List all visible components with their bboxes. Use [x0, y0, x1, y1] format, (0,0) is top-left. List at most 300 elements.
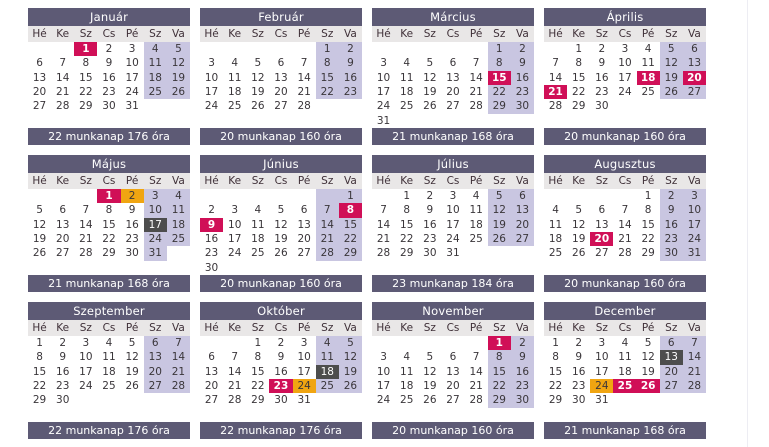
- day-cell: 16: [125, 218, 139, 231]
- day-cell: 18: [618, 365, 632, 378]
- weekday-label: Pé: [125, 28, 139, 40]
- day-cell: 2: [511, 336, 534, 350]
- container-right-border: [747, 0, 748, 447]
- day-cell: [418, 261, 441, 275]
- day-cell: 8: [488, 350, 511, 364]
- day-cell: 21: [618, 233, 632, 246]
- weekday-label: Pé: [297, 175, 311, 187]
- day-cell: 26: [125, 380, 139, 393]
- weekday-label: Cs: [446, 322, 460, 334]
- day-cell: 13: [595, 218, 609, 231]
- day-cell: 27: [595, 247, 609, 260]
- day-cell: [339, 408, 362, 422]
- weekday-label: Cs: [102, 28, 116, 40]
- day-cell: 11: [228, 71, 242, 84]
- day-cell: [660, 393, 683, 407]
- day-cell: 17: [79, 365, 93, 378]
- day-grid: [28, 189, 190, 275]
- day-cell: 5: [426, 57, 434, 70]
- month-title: Május: [28, 155, 190, 173]
- weekday-label: Sz: [595, 28, 608, 40]
- day-cell: 11: [400, 71, 414, 84]
- day-cell: [488, 261, 511, 275]
- day-cell: 30: [56, 394, 70, 407]
- month-title: December: [544, 302, 706, 320]
- month-workday-summary: 20 munkanap 160 óra: [200, 275, 362, 292]
- month-workday-summary: 20 munkanap 160 óra: [544, 128, 706, 145]
- weekday-label: Va: [344, 28, 357, 40]
- month-title: Augusztus: [544, 155, 706, 173]
- day-cell: [269, 114, 292, 128]
- day-cell: 26: [660, 85, 683, 99]
- day-cell: 27: [446, 100, 460, 113]
- weekday-label: Hé: [376, 322, 391, 334]
- day-cell: 19: [125, 365, 139, 378]
- month-title: November: [372, 302, 534, 320]
- day-cell: 5: [644, 337, 652, 350]
- day-cell: 23: [125, 233, 139, 246]
- day-cell: 29: [79, 100, 93, 113]
- day-cell: [637, 408, 660, 422]
- day-cell: 8: [403, 204, 411, 217]
- day-cell: [97, 261, 120, 275]
- day-cell: [488, 114, 511, 128]
- weekday-label: Cs: [618, 175, 632, 187]
- day-cell: [269, 42, 292, 56]
- day-cell: 15: [488, 71, 511, 85]
- day-cell: 9: [128, 204, 136, 217]
- day-cell: [144, 408, 167, 422]
- day-cell: 21: [469, 86, 483, 99]
- day-cell: [511, 114, 534, 128]
- weekday-label: Sz: [423, 28, 436, 40]
- day-cell: 23: [423, 233, 437, 246]
- day-cell: 12: [488, 203, 511, 217]
- day-cell: 1: [254, 337, 262, 350]
- day-cell: 10: [376, 71, 391, 84]
- day-cell: 30: [572, 394, 586, 407]
- day-cell: 13: [446, 71, 460, 84]
- day-cell: 24: [144, 232, 167, 246]
- day-cell: 29: [548, 394, 563, 407]
- day-cell: 24: [204, 100, 219, 113]
- weekday-label: Ke: [56, 175, 70, 187]
- day-cell: 6: [300, 204, 308, 217]
- day-cell: 14: [469, 365, 483, 378]
- day-cell: 18: [400, 380, 414, 393]
- day-cell: 11: [102, 351, 116, 364]
- day-cell: 23: [511, 379, 534, 393]
- day-cell: 31: [683, 246, 706, 260]
- day-cell: 16: [204, 233, 219, 246]
- day-cell: [74, 261, 97, 275]
- day-cell: 11: [144, 56, 167, 70]
- month-card: [544, 155, 706, 292]
- day-cell: [613, 189, 636, 203]
- weekday-label: Va: [344, 322, 357, 334]
- day-cell: 10: [446, 204, 460, 217]
- day-cell: 18: [637, 71, 660, 85]
- day-cell: 2: [575, 337, 583, 350]
- day-cell: [97, 114, 120, 128]
- day-grid: [372, 42, 534, 128]
- day-cell: 6: [683, 42, 706, 56]
- day-cell: 21: [544, 85, 567, 99]
- day-cell: 28: [79, 247, 93, 260]
- month-workday-summary: 21 munkanap 168 óra: [544, 422, 706, 439]
- day-cell: [395, 408, 418, 422]
- day-cell: 23: [269, 379, 292, 393]
- day-cell: 13: [683, 56, 706, 70]
- day-cell: [200, 189, 223, 203]
- day-cell: 26: [423, 100, 437, 113]
- day-grid: [544, 42, 706, 128]
- day-cell: 4: [316, 336, 339, 350]
- day-cell: 22: [548, 380, 563, 393]
- day-cell: 9: [277, 351, 285, 364]
- day-cell: [200, 336, 223, 350]
- day-grid: [28, 42, 190, 128]
- day-cell: [316, 261, 339, 275]
- day-grid: [372, 336, 534, 422]
- day-cell: 4: [167, 189, 190, 203]
- day-cell: 4: [254, 204, 262, 217]
- day-cell: [269, 189, 292, 203]
- day-cell: 11: [548, 218, 563, 231]
- weekday-label: Va: [516, 28, 529, 40]
- day-cell: 16: [56, 365, 70, 378]
- day-cell: [246, 114, 269, 128]
- month-card: [544, 8, 706, 145]
- day-cell: 14: [79, 218, 93, 231]
- day-cell: [316, 114, 339, 128]
- day-cell: 6: [59, 204, 67, 217]
- day-cell: 20: [590, 232, 613, 246]
- day-cell: 26: [339, 379, 362, 393]
- day-cell: [144, 114, 167, 128]
- day-cell: 9: [426, 204, 434, 217]
- day-cell: 5: [660, 42, 683, 56]
- day-cell: 11: [469, 204, 483, 217]
- weekday-label: Pé: [125, 322, 139, 334]
- day-cell: [418, 114, 441, 128]
- weekday-label: Sz: [665, 28, 678, 40]
- day-cell: [683, 393, 706, 407]
- weekday-label: Hé: [204, 28, 219, 40]
- day-cell: 3: [380, 57, 387, 70]
- day-grid: [200, 42, 362, 128]
- day-cell: 8: [552, 351, 559, 364]
- weekday-label: Cs: [274, 28, 288, 40]
- day-cell: 4: [552, 204, 559, 217]
- day-cell: [28, 114, 51, 128]
- day-cell: [567, 408, 590, 422]
- day-cell: 12: [274, 218, 288, 231]
- weekday-label: Hé: [548, 175, 563, 187]
- day-cell: 2: [121, 189, 144, 203]
- day-cell: 29: [251, 394, 265, 407]
- day-cell: [372, 408, 395, 422]
- day-cell: 28: [316, 246, 339, 260]
- weekday-header-row: [200, 320, 362, 336]
- day-cell: [121, 114, 144, 128]
- weekday-label: Va: [344, 175, 357, 187]
- day-cell: 9: [59, 351, 67, 364]
- day-cell: 27: [683, 85, 706, 99]
- day-cell: 3: [621, 43, 629, 56]
- month-workday-summary: 21 munkanap 168 óra: [28, 275, 190, 292]
- weekday-label: Sz: [79, 28, 92, 40]
- day-cell: [293, 114, 316, 128]
- day-cell: 22: [641, 233, 655, 246]
- day-cell: [418, 408, 441, 422]
- day-cell: 1: [36, 337, 43, 350]
- weekday-label: Sz: [149, 322, 162, 334]
- day-cell: 6: [208, 351, 215, 364]
- day-cell: 1: [316, 42, 339, 56]
- day-grid: [544, 336, 706, 422]
- day-cell: 21: [683, 365, 706, 379]
- day-cell: [293, 189, 316, 203]
- weekday-label: Hé: [376, 28, 391, 40]
- day-cell: 27: [297, 247, 311, 260]
- weekday-label: Sz: [79, 175, 92, 187]
- weekday-label: Va: [172, 322, 185, 334]
- day-cell: 11: [167, 203, 190, 217]
- day-cell: [613, 261, 636, 275]
- day-cell: 24: [683, 232, 706, 246]
- weekday-label: Pé: [641, 28, 655, 40]
- weekday-label: Sz: [665, 175, 678, 187]
- day-cell: 15: [316, 71, 339, 85]
- day-cell: 18: [469, 218, 483, 231]
- day-cell: 11: [641, 57, 655, 70]
- day-cell: 12: [125, 351, 139, 364]
- day-cell: [465, 42, 488, 56]
- day-cell: 29: [572, 100, 586, 113]
- day-cell: 28: [376, 247, 391, 260]
- day-cell: 16: [511, 365, 534, 379]
- day-cell: [74, 393, 97, 407]
- day-cell: 15: [488, 365, 511, 379]
- day-cell: 28: [228, 394, 242, 407]
- day-cell: [395, 261, 418, 275]
- day-cell: 3: [598, 337, 606, 350]
- day-cell: 26: [423, 394, 437, 407]
- day-cell: 14: [548, 71, 563, 84]
- day-cell: 29: [32, 394, 47, 407]
- weekday-label: Ke: [400, 28, 414, 40]
- day-cell: [223, 42, 246, 56]
- weekday-label: Hé: [32, 175, 47, 187]
- day-cell: 7: [380, 204, 387, 217]
- day-cell: 21: [316, 232, 339, 246]
- day-cell: [613, 393, 636, 407]
- day-cell: 10: [79, 351, 93, 364]
- day-cell: 17: [618, 71, 632, 84]
- day-cell: [28, 42, 51, 56]
- day-cell: [567, 189, 590, 203]
- day-cell: 27: [446, 394, 460, 407]
- day-cell: 17: [683, 218, 706, 232]
- day-cell: 23: [339, 85, 362, 99]
- day-cell: [316, 393, 339, 407]
- month-workday-summary: 20 munkanap 160 óra: [200, 128, 362, 145]
- weekday-label: Va: [688, 28, 701, 40]
- day-cell: 15: [79, 71, 93, 84]
- day-cell: 12: [660, 56, 683, 70]
- day-cell: [637, 99, 660, 113]
- day-cell: 25: [316, 379, 339, 393]
- day-cell: 24: [79, 380, 93, 393]
- day-cell: 30: [595, 100, 609, 113]
- weekday-label: Sz: [251, 28, 264, 40]
- day-cell: 5: [575, 204, 583, 217]
- day-cell: 30: [511, 99, 534, 113]
- day-cell: 24: [228, 247, 242, 260]
- weekday-label: Sz: [595, 322, 608, 334]
- weekday-label: Cs: [102, 322, 116, 334]
- day-cell: 14: [297, 71, 311, 84]
- day-cell: 25: [469, 233, 483, 246]
- day-cell: 9: [660, 203, 683, 217]
- day-cell: 6: [449, 351, 457, 364]
- month-title: Április: [544, 8, 706, 26]
- day-cell: [395, 336, 418, 350]
- day-cell: 3: [208, 57, 215, 70]
- weekday-label: Ke: [228, 322, 242, 334]
- weekday-label: Pé: [641, 175, 655, 187]
- day-cell: 9: [339, 56, 362, 70]
- day-cell: 29: [339, 246, 362, 260]
- day-cell: 13: [660, 350, 683, 364]
- day-cell: [167, 261, 190, 275]
- day-cell: [316, 189, 339, 203]
- day-cell: [167, 246, 190, 260]
- weekday-header-row: [372, 320, 534, 336]
- day-cell: [121, 408, 144, 422]
- day-cell: 19: [251, 86, 265, 99]
- day-cell: 28: [56, 100, 70, 113]
- day-cell: 27: [660, 379, 683, 393]
- month-workday-summary: 22 munkanap 176 óra: [28, 422, 190, 439]
- day-cell: 15: [251, 365, 265, 378]
- day-cell: 20: [144, 365, 167, 379]
- day-cell: [683, 261, 706, 275]
- day-cell: 4: [403, 351, 411, 364]
- day-cell: 3: [231, 204, 239, 217]
- day-cell: 24: [446, 233, 460, 246]
- day-cell: 6: [598, 204, 606, 217]
- day-cell: 5: [128, 337, 136, 350]
- day-cell: 19: [423, 86, 437, 99]
- day-cell: 7: [683, 336, 706, 350]
- day-cell: 26: [637, 379, 660, 393]
- day-cell: [465, 336, 488, 350]
- day-cell: 10: [228, 218, 242, 231]
- day-cell: 7: [231, 351, 239, 364]
- day-cell: 6: [511, 189, 534, 203]
- month-card: [28, 8, 190, 145]
- day-cell: [167, 114, 190, 128]
- day-cell: 19: [339, 365, 362, 379]
- day-cell: 11: [251, 218, 265, 231]
- month-workday-summary: 20 munkanap 160 óra: [544, 275, 706, 292]
- weekday-label: Hé: [204, 175, 219, 187]
- day-cell: [544, 42, 567, 56]
- weekday-label: Ke: [572, 175, 586, 187]
- day-cell: [97, 408, 120, 422]
- day-cell: 28: [548, 100, 563, 113]
- day-cell: 2: [660, 189, 683, 203]
- day-cell: [372, 261, 395, 275]
- day-cell: [395, 42, 418, 56]
- day-cell: 20: [511, 218, 534, 232]
- day-cell: 24: [125, 86, 139, 99]
- day-cell: [293, 42, 316, 56]
- weekday-label: Cs: [102, 175, 116, 187]
- day-cell: 22: [488, 85, 511, 99]
- day-cell: 26: [488, 232, 511, 246]
- day-cell: 26: [274, 247, 288, 260]
- day-cell: 23: [660, 232, 683, 246]
- day-cell: [121, 393, 144, 407]
- day-cell: 14: [376, 218, 391, 231]
- day-cell: [51, 408, 74, 422]
- day-cell: 13: [297, 218, 311, 231]
- month-card: [372, 8, 534, 145]
- month-card: [28, 155, 190, 292]
- day-cell: 16: [595, 71, 609, 84]
- day-cell: [465, 408, 488, 422]
- day-cell: 15: [32, 365, 47, 378]
- day-cell: [465, 246, 488, 260]
- day-cell: 19: [488, 218, 511, 232]
- day-cell: [223, 336, 246, 350]
- day-cell: 15: [400, 218, 414, 231]
- weekday-header-row: [544, 26, 706, 42]
- day-cell: 24: [293, 379, 316, 393]
- weekday-label: Pé: [469, 28, 483, 40]
- day-cell: 3: [449, 190, 457, 203]
- weekday-label: Ke: [228, 28, 242, 40]
- day-cell: 25: [548, 247, 563, 260]
- day-cell: 18: [400, 86, 414, 99]
- day-cell: [613, 114, 636, 128]
- month-card: [200, 302, 362, 439]
- weekday-header-row: [200, 26, 362, 42]
- month-title: Július: [372, 155, 534, 173]
- day-cell: 14: [228, 365, 242, 378]
- weekday-label: Va: [172, 175, 185, 187]
- day-cell: [683, 408, 706, 422]
- day-cell: 14: [167, 350, 190, 364]
- day-cell: 2: [208, 204, 215, 217]
- weekday-label: Hé: [548, 322, 563, 334]
- day-cell: 3: [144, 189, 167, 203]
- day-cell: 7: [300, 57, 308, 70]
- day-cell: 8: [105, 204, 113, 217]
- day-cell: 25: [102, 380, 116, 393]
- weekday-header-row: [544, 320, 706, 336]
- day-cell: [293, 408, 316, 422]
- day-cell: 13: [32, 71, 47, 84]
- weekday-label: Cs: [446, 175, 460, 187]
- day-cell: 4: [472, 190, 480, 203]
- day-cell: 18: [251, 233, 265, 246]
- day-cell: 23: [511, 85, 534, 99]
- day-cell: 18: [167, 218, 190, 232]
